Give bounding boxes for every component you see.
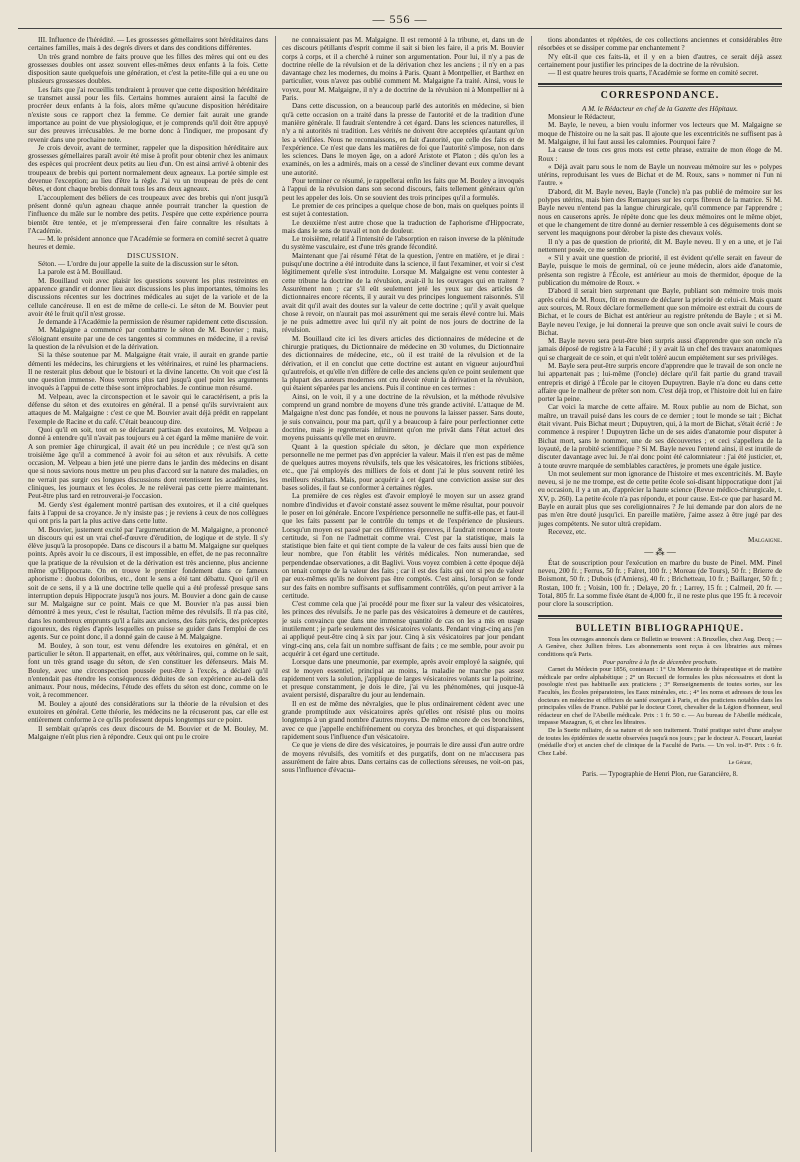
paragraph: M. Bayle neveu sera peut-être bien surpris aussi d'apprendre que son oncle n'a jamais déposé de registre à la Faculté ; il y avait là un chef des travaux anatomiques qui se chargeait de ce soin, et qui n'eût toléré aucun empiétement sur ses privilèges.: [538, 337, 782, 362]
header-rule: [18, 28, 782, 29]
paragraph: M. Bayle, le neveu, a bien voulu informer vos lecteurs que M. Malgaigne se moque de l'histoire ou ne la sait pas. Il ajoute que les excentricités ne suffisent pas à M. Malgaigne, il lui faut aussi les calomnies. Pourquoi faire ?: [538, 121, 782, 146]
paragraph: M. Bouvier, justement excité par l'argumentation de M. Malgaigne, a prononcé un discours qui est un vrai chef-d'œuvre d'érudition, de logique et de style. Il s'y élève jusqu'à la prosopopée. Dans ce discours il a battu M. Malgaigne sur quelques points. Après avoir lu ce discours, il est impossible, en effet, de ne pas reconnaître que la pratique de la révulsion et de la dérivation est très ancienne, plus ancienne même qu'Hippocrate. On en trouve le premier fondement dans ce fameux aphorisme : duobus doloribus, etc., dont le sens a été tant débattu. Quoi qu'il en soit de ce sens, il y a là une doctrine telle quelle qui a été professé presque sans interruption depuis Hippocrate jusqu'à nos jours. M. Bouvier a donc gain de cause sur M. Malgaigne sur ce point. Mais ce que M. Bouvier n'a pas aussi bien démontré à mes yeux, c'est le résultat, l'action même des révulsifs. Il n'a pas cité, dans les nombreux emprunts qu'il a faits aux anciens, des faits précis, des préceptes rigoureux, des règles d'après lesquelles on puisse se guider dans l'emploi de ces agents. Sur ce point donc, il a donné gain de cause à M. Malgaigne.: [28, 525, 268, 642]
paragraph: La parole est à M. Bouillaud.: [38, 268, 123, 277]
paragraph: L'accouplement des béliers de ces troupeaux avec des brebis qui n'ont jusqu'à présent donné qu'un agneau chaque année pourrait trancher la question de l'influence du mâle sur le nombre des petits. J'espère que cette expérience pourra bientôt être tentée, et je m'empresserai d'en faire connaître les résultats à l'Académie.: [28, 193, 268, 235]
correspondence-letter: [538, 121, 782, 536]
paragraph: Un très grand nombre de faits prouve que les filles des mères qui ont eu des grossesses doubles ont assez souvent elles-mêmes deux enfants à la fois. Cette disposition saute quelquefois une génération, et c'est la petite-fille qui a eu une ou plusieurs grossesses doubles.: [28, 52, 268, 86]
paragraph: N'y eût-il que ces faits-là, et il y en a bien d'autres, ce serait déjà assez certainement pour justifier les principes de la doctrine de la révulsion.: [538, 52, 782, 69]
printer-imprint: Paris. — Typographie de Henri Plon, rue Garancière, 8.: [582, 769, 738, 778]
column-left: [28, 36, 268, 1152]
paragraph: ne connaissaient pas M. Malgaigne. Il est remonté à la tribune, et, dans un de ces discours pétillants d'esprit comme il sait si bien les faire, il a pris M. Bouvier corps à corps, et il a cherché à ruiner son argumentation. Pour lui, il n'y a pas de doctrine réelle de la révulsion et de la dérivation chez les anciens ; il n'y en a pas davantage chez les modernes, du moins à Paris. Quant à Montpellier, et Barthez en particulier, vous n'avez pas oublié comment M. Malgaigne l'a traité. Ainsi, vous le voyez, pour M. Malgaigne, il n'y a de doctrine de la révulsion ni à Montpellier ni à Paris.: [282, 36, 524, 103]
paragraph: « S'il y avait une question de priorité, il est évident qu'elle serait en faveur de Bayle, puisque le mois de germinal, où ce jeune médecin, alors aide d'anatomie, présenta son registre à l'École, est antérieur au mois de thermidor, époque de la publication du mémoire de Roux. »: [538, 254, 782, 288]
paragraph: D'abord il serait bien surprenant que Bayle, publiant son mémoire trois mois après celui de M. Roux, fût en mesure de déclarer la priorité de celui-ci. Mais quant aux sources, M. Roux déclare formellement que son mémoire est extrait du cours de Bichat, et le cours de Bichat est antérieur au registre prétendu de Bayle ; et si M. Bayle neveu l'exige, je lui donnerai la preuve que son oncle avait suivi le cours de Bichat.: [538, 287, 782, 337]
paragraph: Je crois devoir, avant de terminer, rappeler que la disposition héréditaire aux grossesses gémellaires paraît avoir été mise à profit pour obtenir chez les animaux des espèces qui procréent deux petits au lieu d'un. On est ainsi arrivé à obtenir des troupeaux de brebis qui portent normalement deux agneaux. La portée simple est devenue l'exception; au lieu d'être la règle. J'ai vu un troupeau de près de cent bêtes, et dont chaque brebis donnait tous les ans deux agneaux.: [28, 143, 268, 194]
correspondence-salutation: Monsieur le Rédacteur,: [548, 113, 615, 122]
paragraph: Le troisième, relatif à l'intensité de l'absorption en raison inverse de la plénitude du système vasculaire, est d'une très grande fécondité.: [282, 235, 524, 252]
paragraph: Dans cette discussion, on a beaucoup parlé des autorités en médecine, si bien qu'à cette occasion on a traité dans la presse de l'autorité et de la tradition d'une manière générale. Il faudrait s'entendre à cet égard. Dans les sciences naturelles, il n'y a ni autorités ni tradition. Les vérités ne doivent être acceptées qu'autant qu'on les a vérifiées. Nous ne reconnaissons, en fait d'autorité, que celle des faits et de l'expérience. Ce n'est que dans les matières de foi que l'autorité s'impose, non dans les sciences. Dans le moyen âge, on a adoré Aristote et Platon ; dès qu'on les a examinés, on les a admirés, mais on a cessé de s'incliner devant eux comme devant une autorité.: [282, 102, 524, 177]
paragraph: Ce que je viens de dire des vésicatoires, je pourrais le dire aussi d'un autre ordre de moyens révulsifs, des vomitifs et des purgatifs, dont on ne m'accusera pas assurément de faire abus. Dans certains cas de collections séreuses, ne voit-on pas, sous l'influence d'évacua-: [282, 741, 524, 775]
discussion-heading: DISCUSSION.: [127, 250, 179, 260]
bulletin-heading: BULLETIN BIBLIOGRAPHIQUE.: [575, 622, 745, 633]
page-number: — 556 —: [372, 12, 428, 26]
gerant-label: Le Gérant,: [728, 760, 752, 767]
paragraph: tions abondantes et répétées, de ces collections anciennes et considérables être résorbées et se dissiper comme par enchantement ?: [538, 36, 782, 53]
letter-signature: Malgaigne.: [747, 536, 782, 545]
paragraph: Le premier de ces principes a quelque chose de bon, mais on quelques points il est sujet à contestation.: [282, 201, 524, 219]
paragraph: La première de ces règles est d'avoir employé le moyen sur un assez grand nombre d'individus et d'avoir constaté assez souvent le même résultat, pour pouvoir le poser en loi générale. Encore l'expérience personnelle ne suffit-elle pas, et faut-il que les faits passent par le contrôle du temps et de l'expérience de plusieurs. Lorsqu'un moyen est passé par ces différentes épreuves, il faudrait renoncer à toute certitude, si l'on ne l'admettait comme vrai. C'est par la statistique, mais la statistique bien faite et qui tient compte de la valeur de ces faits aussi bien que de leur nombre, que l'on établit les vérités médicales. Non numerandae, sed perpendendae observationes, a dit Baglivi. Vous voyez combien à cette époque déjà on tenait compte de la valeur des faits ; car il est des faits qui ont si peu de valeur par eux-mêmes qu'ils ne doivent pas être comptés. C'est ainsi, lorsqu'on se fonde sur des faits en nombre suffisants et suffisamment contrôlés, qu'on peut arriver à la certitude.: [282, 492, 524, 600]
bulletin-note: Tous les ouvrages annoncés dans ce Bulletin se trouvent : A Bruxelles, chez Aug. Decq ; — A Genève, chez Jullien frères. Les abonnements sont reçus à ces librairies aux mêmes conditions qu'à Paris.: [538, 635, 782, 659]
column-right: [538, 36, 782, 1152]
paragraph: M. Bouillaud voit avec plaisir les questions souvent les plus restreintes en apparence grandir et donner lieu aux discussions les plus importantes, témoins les discussions récentes sur les doctrines médicales au sujet de la variole et de la cellule cancéreuse. Il en est de même de celle-ci. Le séton de M. Bouvier peut avoir été le fruit qu'il n'est grosse.: [28, 276, 268, 318]
paragraph: — M. le président annonce que l'Académie se formera en comité secret à quatre heures et demie.: [28, 235, 268, 252]
paragraph: Si la thèse soutenue par M. Malgaigne était vraie, il aurait en grande partie démenti les médecins, les chirurgiens et les vétérinaires, et ruiné les pharmaciens. Il ne resterait plus debout que le bistouri et la divine lancette. On voit que c'est là une question immense. Nous verrons plus tard jusqu'à quel point les arguments invoqués à l'appui de cette thèse sont irréprochables. Je continue mon résumé.: [28, 351, 268, 393]
paragraph: C'est comme cela que j'ai procédé pour me fixer sur la valeur des vésicatoires, les princes des révulsifs. Je ne parle pas des vésicatoires à demeure et de cautères, je suis convaincu que dans une immense quantité de cas on les a mis en usage inutilement ; je parle seulement des vésicatoires volants. Pendant vingt-cinq ans j'en ai appliqué peut-être cinq à six par jour. Cinq à six vésicatoires par jour pendant vingt-cinq ans, cela fait un nombre suffisant de faits ; ce me semble, pour avoir pu acquérir à cet égard une certitude.: [282, 600, 524, 658]
ornament-divider: — ⁂ —: [644, 546, 676, 557]
academy-closing: [538, 36, 782, 77]
column-divider: [531, 36, 532, 1152]
paragraph: M. Bayle sera peut-être surpris encore d'apprendre que le travail de son oncle ne lui appartenait pas ; lui-même (l'oncle) déclare qu'il fait partie du grand travail entrepris et dirigé à l'École par le citoyen Dupuytren. Bayle n'a donc eu dans cette affaire que le malheur de prêter son nom. C'est déjà trop, et l'histoire doit lui en faire porter la peine.: [538, 361, 782, 404]
paragraph: M. Velpeau, avec la circonspection et le savoir qui le caractérisent, a pris la défense du séton et des exutoires en général. Il a pensé qu'ils survivraient aux attaques de M. Malgaigne : c'est ce que M. Bouvier avait déjà prédit en rappelant l'exemple de Racine et du café. C'était beaucoup dire.: [28, 392, 268, 426]
column-middle: [282, 36, 524, 1152]
bulletin-entry: De la Suette miliaire, de sa nature et de son traitement. Traité pratique suivi d'une analyse de toutes les épidémies de suette observées jusqu'à nos jours ; par le docteur A. Foucart, lauréat (médaille d'or) et ancien chef de clinique de la Faculté de Paris. — Un vol. in-8°. Prix : 6 fr. Chez Labé.: [538, 727, 782, 757]
paragraph: Je demande à l'Académie la permission de résumer rapidement cette discussion.: [38, 318, 268, 327]
paragraph: Il n'y a pas de question de priorité, dit M. Bayle neveu. Il y en a une, et je l'ai nettement posée, ce me semble.: [538, 237, 782, 254]
paragraph: M. Bouley a ajouté des considérations sur la théorie de la révulsion et des exutoires en général. Cette théorie, les médecins ne la récuseront pas, car elle est entièrement conforme à ce qu'ils professent depuis longtemps sur ce point.: [28, 699, 268, 725]
paragraph: La cause de tous ces gros mots est cette phrase, extraite de mon éloge de M. Roux :: [538, 146, 782, 163]
section-rule: [538, 83, 782, 85]
bulletin-intro: [538, 636, 782, 666]
correspondence-heading: CORRESPONDANCE.: [600, 90, 720, 102]
paragraph: Recevez, etc.: [548, 527, 587, 536]
paragraph: M. Bouillaud cite ici les divers articles des dictionnaires de médecine et de chirurgie pratiques, du Dictionnaire de médecine en 30 volumes, du Dictionnaire des dictionnaires de médecine, etc., où il est traité de la révulsion et de la dérivation, et il en conclut que cette doctrine est autant en vigueur aujourd'hui qu'autrefois, et qu'elle n'en diffère de celle des anciens qu'en ce point seulement que la plupart des auteurs modernes ont cru devoir réunir la dérivation et la révulsion, qui étaient séparées par les anciens. Puis il continue en ces termes :: [282, 334, 524, 393]
paragraph: Lorsque dans une pneumonie, par exemple, après avoir employé la saignée, qui est le moyen essentiel, principal au moins, la maladie ne marche pas assez rapidement vers la solution, j'applique de larges vésicatoires volants sur la poitrine, et presque constamment, je dois le dire, j'ai vu les phénomènes, qui jusque-là avaient persisté, disparaître du jour au lendemain.: [282, 658, 524, 700]
bulletin-entry: Carnet du Médecin pour 1856, contenant : 1° Un Memento de thérapeutique et de matière médicale par ordre alphabétique ; 2° un Recueil de formules les plus nécessaires et dont la posologie n'est pas habituelle aux praticiens ; 3° Renseignements de toutes sortes, sur les Facultés, les Écoles préparatoires, les Eaux minérales, etc. ; 4° les noms et adresses de tous les docteurs en médecine et officiers de santé exerçant à Paris, et des praticiens notables dans les principales villes de France. Publié par le docteur Coret, chevalier de la Légion d'honneur, seul rédacteur en chef de l'Abeille médicale. Prix : 1 fr. 50 c. — Au bureau de l'Abeille médicale, impasse Mazagran, 6, et chez les libraires.: [538, 666, 782, 727]
section-rule: [538, 618, 782, 619]
paragraph: Il en est de même des névralgies, que le plus ordinairement cèdent avec une grande promptitude aux vésicatoires après qu'elles ont résisté plus ou moins longtemps à un grand nombre d'autres moyens. De même encore de ces bronchites, avec ce que j'appelle enchifrènement ou coryza des bronches, et qui disparaissent rapidement sous l'influence d'un vésicatoire.: [282, 699, 524, 741]
paragraph: M. Malgaigne a commencé par combattre le séton de M. Bouvier ; mais, s'éloignant ensuite par une de ces tangentes si communes en médecine, il a revisé la question de la révulsion et de la dérivation.: [28, 326, 268, 351]
paragraph: Quoi qu'il en soit, tout en se déclarant partisan des exutoires, M. Velpeau a donné à entendre qu'il n'avait pas toujours eu à cet égard la même manière de voir. A son premier âge chirurgical, il avait été un peu incrédule ; ce n'est qu'à son troisième âge qu'il a commencé à avoir foi au séton et aux révulsifs. A cette occasion, M. Velpeau a bien jeté une pierre dans le jardin des médecins en disant que si nous savions nous mettre un peu plus d'accord sur la nature des maladies, on ne verrait pas surgir ces longues discussions dont retentissent les académies, les cliniques, les journaux et les écoles. Je ne relèverai pas cette pierre maintenant. Peut-être plus tard en retrouverai-je l'occasion.: [28, 425, 268, 501]
paragraph: III. Influence de l'hérédité. — Les grossesses gémellaires sont héréditaires dans certaines familles, mais à des degrés divers et dans des conditions différentes.: [28, 36, 268, 53]
paragraph: « Déjà avait paru sous le nom de Bayle un nouveau mémoire sur les » polypes utérins, reproduisant les vues de Bichat et de M. Roux, sans » nommer ni l'un ni l'autre. »: [538, 162, 782, 188]
bulletin-announcement: Pour paraître à la fin de décembre prochain.: [602, 658, 718, 666]
paragraph: Car voici la marche de cette affaire. M. Roux publie au nom de Bichat, son maître, un travail puisé dans les cours de ce dernier ; tout le monde se tait ; Bichat était vivant. Puis Bichat meurt ; Dupuytren, qui, à la mort de Bichat, s'était écrié : Je commence à respirer ! Dupuytren lâche un de ses aides d'anatomie pour disputer à Bichat mort, sans le nommer, une de ses découvertes ; et ceci s'appellera de la loyauté, de la probité scientifique ? Si M. Bayle neveu l'entend ainsi, il est inutile de discuter davantage avec lui. Je n'ai donc point été calomniateur : j'ai été justicier, et, à toute œuvre marquée de semblables caractères, je promets une égale justice.: [538, 403, 782, 470]
paragraph: Il semblait qu'après ces deux discours de M. Bouvier et de M. Bouley, M. Malgaigne n'eût plus rien à répondre. Ceux qui ont pu le croire: [28, 724, 268, 741]
paragraph: Les faits que j'ai recueillis tendraient à prouver que cette disposition héréditaire se transmet aussi pour les fils. Certains hommes auraient ainsi la faculté de procréer deux enfants à la fois, alors même qu'aucune disposition héréditaire n'existe sous ce rapport chez la femme. Ce dernier fait aurait une grande importance au point de vue physiologique, et je comprends qu'il doit être appuyé sur des preuves irrécusables. Je me borne donc à l'indiquer, me proposant d'y revenir dans une prochaine note.: [28, 85, 268, 144]
paragraph: Maintenant que j'ai résumé l'état de la question, j'entre en matière, et je dirai : puisqu'une doctrine a été introduite dans la science, il faut l'examiner, et voir si c'est légitimement qu'elle s'est introduite. Lorsque M. Malgaigne est venu contester à cette tribune la doctrine de la révulsion, avait-il lu les ouvrages qui en traitent ? Assurément non ; car s'il eût seulement jeté les yeux sur des articles de dictionnaires encore récents, il y aurait vu des principes longuement raisonnés. S'il avait dit qu'il avait des doutes sur la valeur de cette doctrine ; qu'il y avait quelque chose à revoir, on n'aurait pas moi assurément qui me serais élevé contre lui. Mais je ne puis admettre avec lui qu'il n'y ait point de nos jours de doctrine de la révulsion.: [282, 251, 524, 335]
paragraph: M. Bouley, à son tour, est venu défendre les exutoires en général, et en particulier le séton. Il appartenait, en effet, aux vétérinaires, qui, comme on le sait, font un très grand usage du séton, de s'en constituer les défenseurs. Mais M. Bouley, avec une circonspection poussée peut-être à l'excès, a déclaré qu'il n'entendait pas étendre les conséquences déduites de son expérience au-delà des animaux. Pour nous, médecins, l'étude des effets du séton est donc, comme on le voit, à recommencer.: [28, 641, 268, 700]
paragraph: M. Gerdy s'est également montré partisan des exutoires, et il a cité quelques faits à l'appui de sa croyance. Je n'y insiste pas ; je reviens à ceux de nos collègues qui ont pris la part la plus active dans cette lutte.: [28, 500, 268, 526]
paragraph: Quant à la question spéciale du séton, je déclare que mon expérience personnelle ne me permet pas d'en apprécier la valeur. Mais il n'en est pas de même de quelques autres moyens révulsifs, tels que les vésicatoires, les frictions stibiées, etc., que j'ai employés des milliers de fois et dont j'ai le plus souvent retiré les meilleurs résultats. Mais, pour acquérir à cet égard une conviction assise sur des bases solides, il faut se conformer à certaines règles.: [282, 442, 524, 493]
column-divider: [275, 36, 276, 1152]
paragraph: Pour terminer ce résumé, je rappellerai enfin les faits que M. Bouley a invoqués à l'appui de la révulsion dans son second discours, faits tellement généraux qu'on peut les appeler des lois. On se souvient des trois principes qu'il a formulés.: [282, 177, 524, 202]
section-rule: [538, 86, 782, 87]
paragraph: Un mot seulement sur mon ignorance de l'histoire et mes excentricités. M. Bayle neveu, si je ne me trompe, est de cette petite école soi-disant hippocratique dont j'ai eu occasion, il y a un an, d'apprécier la haute science (Revue médico-chirurgicale, t. XV, p. 260). La petite école n'a pas répondu, et pour cause. Est-ce que par hasard M. Bayle en aurait plus que ses coreligionnaires ? Je lui demande par don alors de ne pas m'en être douté jusqu'ici. En pareille matière, j'aime assez à être jugé par des juges compétents. Ne sutor ultrà crepidam.: [538, 469, 782, 528]
paragraph: D'abord, dit M. Bayle neveu, Bayle (l'oncle) n'a pas publié de mémoire sur les polypes utérins, mais bien des Remarques sur les corps fibreux de la matrice. Si M. Bayle neveu n'entend pas la langue chirurgicale, qu'il commence par l'apprendre ; nous en causerons après. Je répète donc que les deux mémoires ont le même objet, et que le changement de titre donné au dernier ressemble à ces déguisements dont se servent les maquignons pour dérober la piste des chevaux volés.: [538, 187, 782, 238]
correspondence-address: A M. le Rédacteur en chef de la Gazette des Hôpitaux.: [582, 104, 738, 113]
paragraph: Ainsi, on le voit, il y a une doctrine de la révulsion, et la méthode révulsive comprend un grand nombre de moyens d'une très grande activité. L'attaque de M. Malgaigne n'est donc pas fondée, et nous ne pouvons la laisser passer. Sans doute, je suis convaincu, pour ma part, qu'il y a beaucoup à faire pour perfectionner cette doctrine, mais je regretterais infiniment qu'on me privât dans l'état actuel des moyens puissants qu'elle met en œuvre.: [282, 392, 524, 443]
paragraph: Le deuxième n'est autre chose que la traduction de l'aphorisme d'Hippocrate, mais dans le sens de travail et non de douleur.: [282, 218, 524, 235]
subscription-notice: État de souscription pour l'exécution en marbre du buste de Pinel. MM. Pinel neveu, 200 fr. ; Ferrus, 50 fr. ; Falret, 100 fr. ; Moreau (de Tours), 50 fr. ; Brierre de Boismont, 50 fr. ; Dubois (d'Amiens), 40 fr. ; Brichetteau, 10 fr. ; Baillarger, 50 fr. ; Rostan, 100 fr. ; Voisin, 100 fr. ; Delaye, 20 fr. ; Larrey, 15 fr. ; Calmeil, 20 fr. — Total, 805 fr. La somme fixée étant de 4,000 fr., il ne reste plus que 195 fr. à recevoir pour clore la souscription.: [538, 558, 782, 609]
section-rule: [538, 615, 782, 617]
paragraph: — Il est quatre heures trois quarts, l'Académie se forme en comité secret.: [548, 69, 759, 78]
paragraph: Séton. — L'ordre du jour appelle la suite de la discussion sur le séton.: [38, 260, 239, 269]
bulletin-items: [538, 666, 782, 757]
